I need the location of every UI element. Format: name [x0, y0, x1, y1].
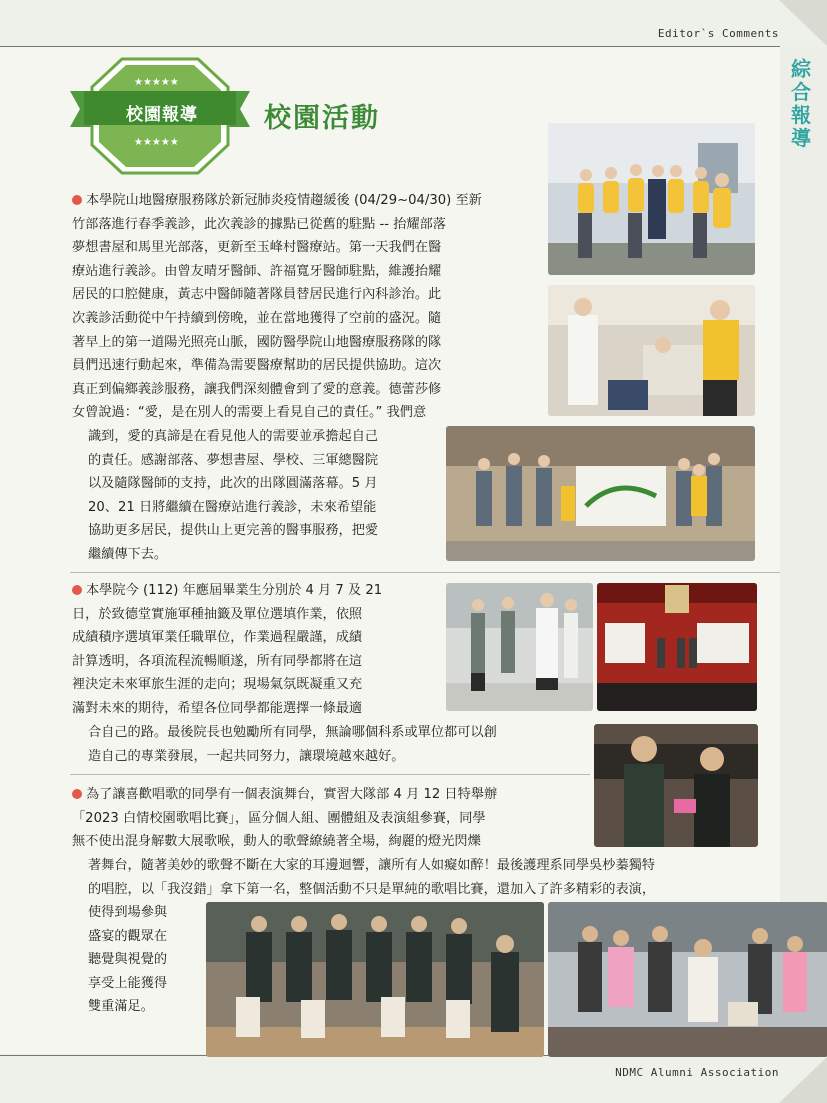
- side-tab-char: 報: [791, 103, 811, 127]
- article-2-narrow: [72, 579, 442, 721]
- text-line: 「2023 白情校園歌唱比賽」，區分個人組、團體組及表演組參賽，同學: [72, 810, 486, 826]
- bullet-icon: [72, 585, 82, 595]
- text-line: 合自己的路。最後院長也勉勵所有同學，無論哪個科系或單位都可以創: [88, 725, 497, 740]
- photo-unit-selection-hall: [446, 583, 593, 711]
- text-line: 居民的口腔健康，黃志中醫師隨著隊員替居民進行內科診治。此: [72, 287, 442, 303]
- text-line: 日，於致德堂實施軍種抽籤及單位選填作業，依照: [72, 606, 363, 622]
- article-3-column: [88, 901, 200, 1019]
- text-line: 真正到偏鄉義診服務，讓我們深刻體會到了愛的意義。德蕾莎修: [72, 381, 442, 397]
- running-header: Editor`s Comments: [657, 27, 779, 40]
- text-line: 夢想書屋和馬里光部落，更新至玉峰村醫療站。第一天我們在醫: [72, 240, 442, 256]
- photo-group-with-banner: [446, 426, 755, 561]
- photo-group-in-front-of-building: [548, 123, 755, 275]
- text-line: 計算透明，各項流程流暢順遂，所有同學都將在這: [72, 653, 363, 669]
- page-corner-top: [779, 0, 827, 46]
- article-3-wide: [72, 783, 592, 854]
- article-3-full: [88, 854, 778, 901]
- text-line: 聽覺與視覺的: [88, 952, 168, 968]
- side-tab-char: 導: [791, 126, 811, 150]
- article-divider: [70, 572, 780, 573]
- photo-award-presentation: [594, 724, 758, 847]
- text-line: 成績積序選填軍業任職單位，作業過程嚴謹，成績: [72, 630, 363, 646]
- badge-label: 校園報導: [126, 105, 198, 125]
- side-tab-char: 綜: [791, 57, 811, 81]
- text-line: 識到，愛的真諦是在看見他人的需要並承擔起自己: [88, 429, 379, 444]
- text-line: 享受上能獲得: [88, 975, 168, 991]
- bullet-icon: [72, 195, 82, 205]
- photo-auditorium-stage: [597, 583, 757, 711]
- text-line: 裡決定未來軍旅生涯的走向；現場氣氛既凝重又充: [72, 677, 363, 693]
- text-line: 使得到場參與: [88, 905, 168, 920]
- text-line: 本學院山地醫療服務隊於新冠肺炎疫情趨緩後 (04/29~04/30) 至新: [86, 193, 482, 208]
- svg-text:★★★★★: ★★★★★: [134, 77, 179, 88]
- page-corner-bottom: [779, 1057, 827, 1103]
- text-line: 協助更多居民，提供山上更完善的醫事服務，把愛: [88, 523, 379, 539]
- text-line: 本學院今 (112) 年應屆畢業生分別於 4 月 7 及 21: [86, 583, 383, 598]
- text-line: 員們迅速行動起來，準備為需要醫療幫助的居民提供協助。這次: [72, 358, 442, 374]
- photo-choir-group: [206, 902, 544, 1057]
- text-line: 為了讓喜歡唱歌的同學有一個表演舞台，實習大隊部 4 月 12 日特舉辦: [86, 787, 498, 802]
- text-line: 著舞台，隨著美妙的歌聲不斷在大家的耳邊迴響，讓所有人如癡如醉！最後護理系同學吳杪蓁獨特: [88, 858, 656, 873]
- text-line: 滿對未來的期待，希望各位同學都能選擇一條最適: [72, 700, 363, 716]
- article-divider: [70, 774, 590, 775]
- photo-dental-clinic: [548, 285, 755, 416]
- text-line: 雙重滿足。: [88, 999, 154, 1015]
- svg-text:★★★★★: ★★★★★: [134, 137, 179, 148]
- text-line: 造自己的專業發展，一起共同努力，讓環境越來越好。: [88, 748, 405, 764]
- text-line: 繼續傳下去。: [88, 546, 168, 562]
- photo-performers-group: [548, 902, 827, 1057]
- article-1-wide: [72, 189, 540, 425]
- text-line: 盛宴的觀眾在: [88, 928, 168, 944]
- article-1-narrow: [88, 425, 440, 567]
- text-line: 女曾說過：“愛，是在別人的需要上看見自己的責任。” 我們意: [72, 405, 427, 421]
- text-line: 的唱腔，以「我沒錯」拿下第一名，整個活動不只是單純的歌唱比賽，還加入了許多精彩的表演，: [88, 881, 656, 897]
- running-footer: NDMC Alumni Association: [615, 1066, 779, 1079]
- text-line: 20、21 日將繼續在醫療站進行義診，未來希望能: [88, 499, 377, 515]
- section-title: 校園活動: [264, 103, 380, 134]
- bullet-icon: [72, 789, 82, 799]
- text-line: 無不使出混身解數大展歌喉，動人的歌聲繚繞著全場，絢麗的燈光閃爍: [72, 834, 481, 850]
- text-line: 次義診活動從中午持續到傍晚，並在當地獲得了空前的盛況。隨: [72, 310, 442, 326]
- text-line: 竹部落進行春季義診，此次義診的據點已從舊的駐點 -- 抬耀部落: [72, 216, 446, 232]
- text-line: 的責任。感謝部落、夢想書屋、學校、三軍總醫院: [88, 452, 379, 468]
- article-2-wide: [88, 721, 588, 768]
- header-rule: [0, 46, 780, 47]
- text-line: 著早上的第一道陽光照亮山脈，國防醫學院山地醫療服務隊的隊: [72, 334, 442, 350]
- side-tab-char: 合: [791, 80, 811, 104]
- text-line: 以及隨隊醫師的支持，此次的出隊圓滿落幕。5 月: [88, 476, 378, 492]
- text-line: 療站進行義診。由曾友晴牙醫師、許福寬牙醫師駐點，維護抬耀: [72, 263, 442, 279]
- side-tab-label: [786, 58, 816, 150]
